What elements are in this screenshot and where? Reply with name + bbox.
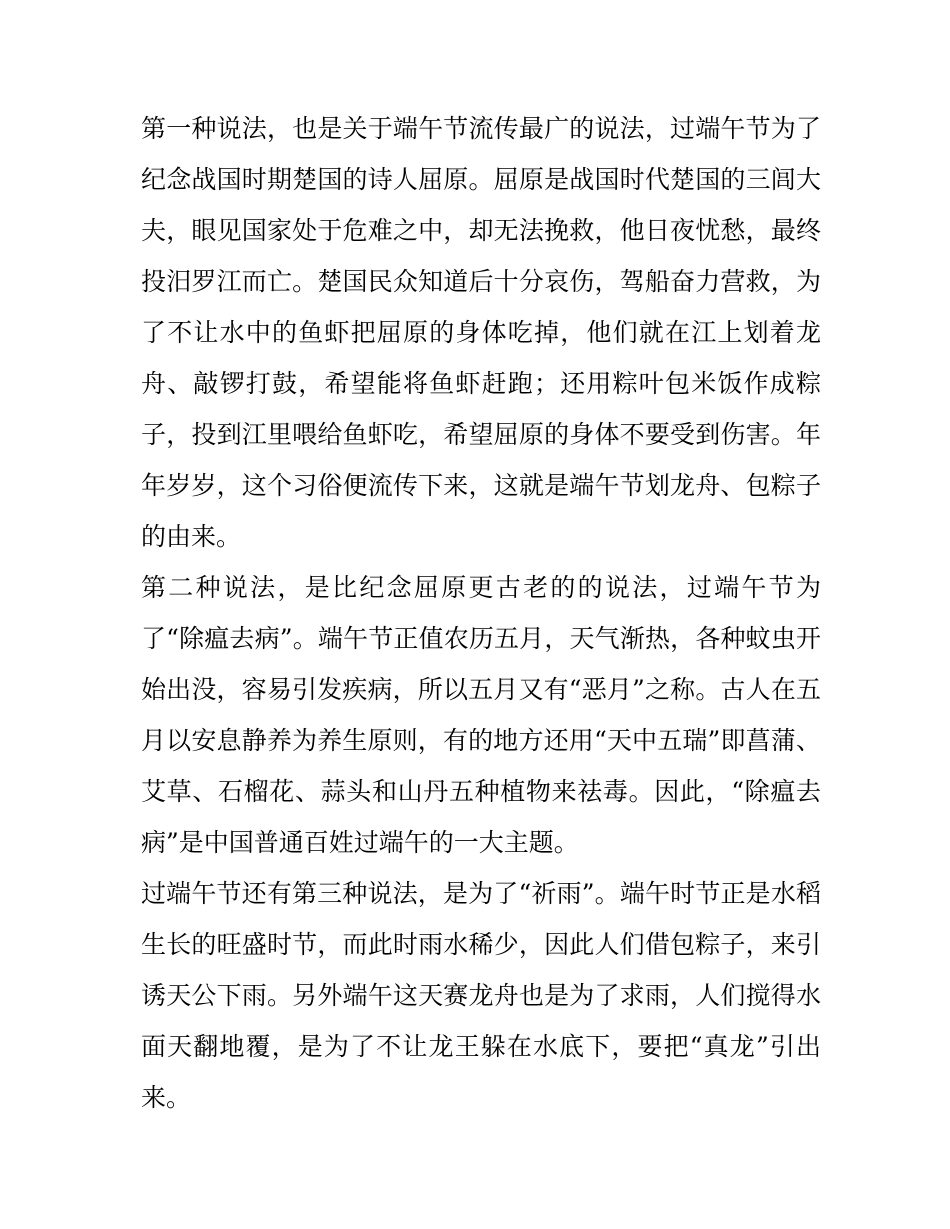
document-body bbox=[141, 103, 821, 1123]
paragraph-quyuan: 第一种说法，也是关于端午节流传最广的说法，过端午节为了纪念战国时期楚国的诗人屈原。屈原是战国时代楚国的三闾大夫，眼见国家处于危难之中，却无法挽救，他日夜忧愁，最终投汨罗江而亡。楚国民众知道后十分哀伤，驾船奋力营救，为了不让水中的鱼虾把屈原的身体吃掉，他们就在江上划着龙舟、敲锣打鼓，希望能将鱼虾赶跑；还用粽叶包米饭作成粽子，投到江里喂给鱼虾吃，希望屈原的身体不要受到伤害。年年岁岁，这个习俗便流传下来，这就是端午节划龙舟、包粽子的由来。 bbox=[141, 114, 821, 551]
paragraph-rain: 过端午节还有第三种说法，是为了“祈雨”。端午时节正是水稻生长的旺盛时节，而此时雨水稀少，因此人们借包粽子，来引诱天公下雨。另外端午这天赛龙舟也是为了求雨，人们搅得水面天翻地覆，是为了不让龙王躲在水底下，要把“真龙”引出来。 bbox=[141, 879, 821, 1112]
paragraph-disease: 第二种说法，是比纪念屈原更古老的的说法，过端午节为了“除瘟去病”。端午节正值农历五月，天气渐热，各种蚊虫开始出没，容易引发疾病，所以五月又有“恶月”之称。古人在五月以安息静养为养生原则，有的地方还用“天中五瑞”即菖蒲、艾草、石榴花、蒜头和山丹五种植物来祛毒。因此，“除瘟去病”是中国普通百姓过端午的一大主题。 bbox=[141, 573, 821, 857]
